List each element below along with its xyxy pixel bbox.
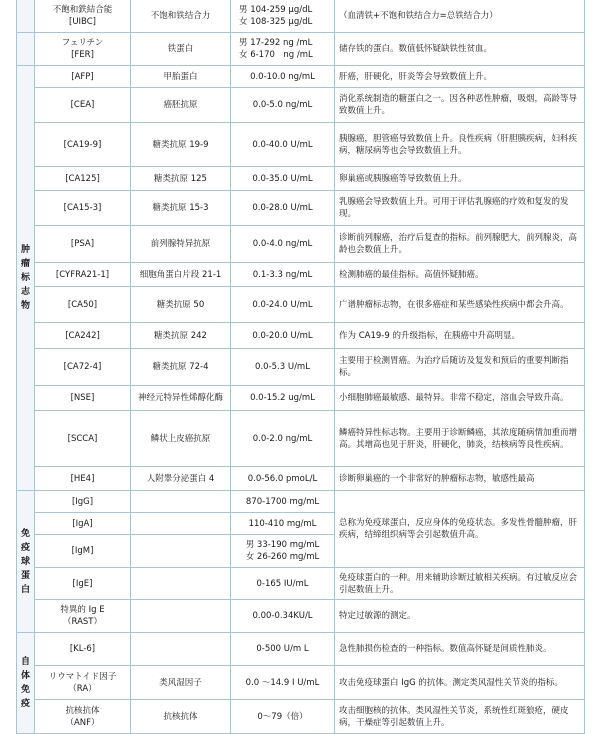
test-code: [HE4] [35, 467, 131, 491]
test-description: 主要用于检测胃癌。为治疗后随访及复发和预后的重要判断指标。 [335, 349, 585, 386]
test-name: 铁蛋白 [131, 33, 231, 66]
test-name: 糖类抗原 50 [131, 287, 231, 323]
test-name: 鳞状上皮癌抗原 [131, 411, 231, 467]
test-name: 糖类抗原 19-9 [131, 123, 231, 167]
test-code: [KL-6] [35, 633, 131, 666]
test-name [131, 535, 231, 568]
table-row [17, 700, 585, 734]
reference-range: 0.0-5.3 U/mL [231, 349, 335, 386]
table-row [17, 666, 585, 700]
test-code: [NSE] [35, 386, 131, 411]
test-description: 卵巢癌或胰腺癌等导致数值上升。 [335, 167, 585, 191]
test-description: 鳞癌特异性标志物。主要用于诊断鳞癌，其浓度随病情加重而增高。其增高也见于肝炎，肝硬化，肺炎，结核病等良性疾病。 [335, 411, 585, 467]
test-name: 细胞角蛋白片段 21-1 [131, 263, 231, 287]
test-description: 攻击细胞核的抗体。类风湿性关节炎，系统性红斑狼疮，硬皮病，干燥症等引起数值上升。 [335, 700, 585, 734]
test-name: 不饱和铁结合力 [131, 0, 231, 33]
test-code: [CA125] [35, 167, 131, 191]
table-row [17, 33, 585, 66]
test-name: 人附睾分泌蛋白 4 [131, 467, 231, 491]
test-description: 小细胞肺癌最敏感、最特异。非常不稳定，溶血会导致升高。 [335, 386, 585, 411]
test-code: [IgE] [35, 568, 131, 600]
test-name: 类风湿因子 [131, 666, 231, 700]
test-description: 广谱肿瘤标志物，在很多癌症和某些感染性疾病中都会升高。 [335, 287, 585, 323]
test-name: 抗核抗体 [131, 700, 231, 734]
test-description: 作为 CA19-9 的升级指标，在胰癌中升高明显。 [335, 323, 585, 349]
test-name: 甲胎蛋白 [131, 66, 231, 88]
table-row [17, 263, 585, 287]
reference-range: 男 33-190 mg/mL 女 26-260 mg/mL [231, 535, 335, 568]
reference-range: 0-165 IU/mL [231, 568, 335, 600]
test-name [131, 491, 231, 513]
reference-range: 0.0 ～14.9 I U/mL [231, 666, 335, 700]
table-row [17, 386, 585, 411]
reference-range: 0.0-15.2 ug/mL [231, 386, 335, 411]
reference-range: 0～79（倍） [231, 700, 335, 734]
test-description: 胰腺癌，胆管癌导致数值上升。良性疾病（肝胆胰疾病，妇科疾病，糖尿病等也会导致数值上升。 [335, 123, 585, 167]
table-row [17, 191, 585, 226]
test-description: 乳腺癌会导致数值上升。可用于评估乳腺癌的疗效和复发的发现。 [335, 191, 585, 226]
test-code: 不飽和鉄結合能 [UIBC] [35, 0, 131, 33]
lab-reference-table [16, 0, 585, 734]
test-code: [CYFRA21-1] [35, 263, 131, 287]
test-description: 肝癌，肝硬化，肝炎等会导致数值上升。 [335, 66, 585, 88]
table-row [17, 568, 585, 600]
test-description: 检测肺癌的最佳指标。高值怀疑肺癌。 [335, 263, 585, 287]
test-description: 特定过敏源的测定。 [335, 600, 585, 633]
test-name: 糖类抗原 242 [131, 323, 231, 349]
reference-range: 男 17-292 ng /mL 女 6-170 ng /mL [231, 33, 335, 66]
table-row [17, 600, 585, 633]
test-code: フェリチン [FER] [35, 33, 131, 66]
reference-range: 0.0-35.0 U/mL [231, 167, 335, 191]
test-description: 储存铁的蛋白。数值低怀疑缺铁性贫血。 [335, 33, 585, 66]
category-autoimmune: 自 体 免 疫 [17, 633, 35, 734]
table-row [17, 123, 585, 167]
test-code: リウマトイド因子 （RA） [35, 666, 131, 700]
reference-range: 0.1-3.3 ng/mL [231, 263, 335, 287]
test-name [131, 633, 231, 666]
table-row [17, 226, 585, 263]
reference-range: 0.00-0.34KU/L [231, 600, 335, 633]
reference-range: 0.0-5.0 ng/mL [231, 88, 335, 123]
table-row [17, 323, 585, 349]
test-code: [AFP] [35, 66, 131, 88]
test-code: [CA19-9] [35, 123, 131, 167]
table-row [17, 411, 585, 467]
table-row [17, 0, 585, 33]
test-description: 总称为免疫球蛋白，反应身体的免疫状态。多发性骨髓肿瘤，肝疾病，结缔组织病等会引起数值升高。 [335, 491, 585, 568]
reference-range: 0.0-24.0 U/mL [231, 287, 335, 323]
reference-range: 0.0-2.0 ng/mL [231, 411, 335, 467]
test-name: 糖类抗原 15-3 [131, 191, 231, 226]
category-cell [17, 0, 35, 33]
reference-range: 0.0-4.0 ng/mL [231, 226, 335, 263]
test-name: 神经元特异性烯醇化酶 [131, 386, 231, 411]
test-code: [IgG] [35, 491, 131, 513]
test-code: 抗核抗体 （ANF） [35, 700, 131, 734]
test-name: 癌胚抗原 [131, 88, 231, 123]
test-name [131, 568, 231, 600]
test-description: 诊断卵巢癌的一个非常好的肿瘤标志物，敏感性最高 [335, 467, 585, 491]
reference-range: 男 104-259 μg/dL 女 108-325 μg/dL [231, 0, 335, 33]
test-description: 诊断前列腺癌，治疗后复查的指标。前列腺肥大，前列腺炎，高龄也会数值上升。 [335, 226, 585, 263]
table-row [17, 491, 585, 513]
test-name: 糖类抗原 125 [131, 167, 231, 191]
test-description: 攻击免疫球蛋白 IgG 的抗体。测定类风湿性关节炎的指标。 [335, 666, 585, 700]
category-cell [17, 33, 35, 66]
test-description: 急性肺损伤检查的一种指标。数值高怀疑是间质性肺炎。 [335, 633, 585, 666]
test-code: [CEA] [35, 88, 131, 123]
table-row [17, 633, 585, 666]
test-name: 糖类抗原 72-4 [131, 349, 231, 386]
test-code: [CA242] [35, 323, 131, 349]
reference-range: 0.0-28.0 U/mL [231, 191, 335, 226]
table-row [17, 287, 585, 323]
test-code: [IgA] [35, 513, 131, 535]
reference-range: 0.0-56.0 pmoL/L [231, 467, 335, 491]
reference-range: 0.0-10.0 ng/mL [231, 66, 335, 88]
table-row [17, 467, 585, 491]
table-row [17, 88, 585, 123]
reference-range: 110-410 mg/mL [231, 513, 335, 535]
test-name [131, 513, 231, 535]
test-code: [CA72-4] [35, 349, 131, 386]
test-description: 消化系统制造的糖蛋白之一。因各种恶性肿瘤，吸烟，高龄等导致数值上升。 [335, 88, 585, 123]
test-code: [SCCA] [35, 411, 131, 467]
table-row [17, 66, 585, 88]
table-row [17, 349, 585, 386]
test-code: [CA15-3] [35, 191, 131, 226]
test-code: 特異的 Ig E （RAST） [35, 600, 131, 633]
test-code: [PSA] [35, 226, 131, 263]
test-code: [CA50] [35, 287, 131, 323]
test-description: （血清铁+不饱和铁结合力=总铁结合力） [335, 0, 585, 33]
test-name [131, 600, 231, 633]
reference-range: 0-500 U/m L [231, 633, 335, 666]
test-code: [IgM] [35, 535, 131, 568]
category-immunoglobulin: 免 疫 球 蛋 白 [17, 491, 35, 633]
reference-range: 0.0-20.0 U/mL [231, 323, 335, 349]
reference-range: 870-1700 mg/mL [231, 491, 335, 513]
category-tumor-markers: 肿 瘤 标 志 物 [17, 66, 35, 491]
test-name: 前列腺特异抗原 [131, 226, 231, 263]
table-row [17, 167, 585, 191]
reference-range: 0.0-40.0 U/mL [231, 123, 335, 167]
test-description: 免疫球蛋白的一种。用来辅助诊断过敏相关疾病。有过敏反应会引起数值上升。 [335, 568, 585, 600]
